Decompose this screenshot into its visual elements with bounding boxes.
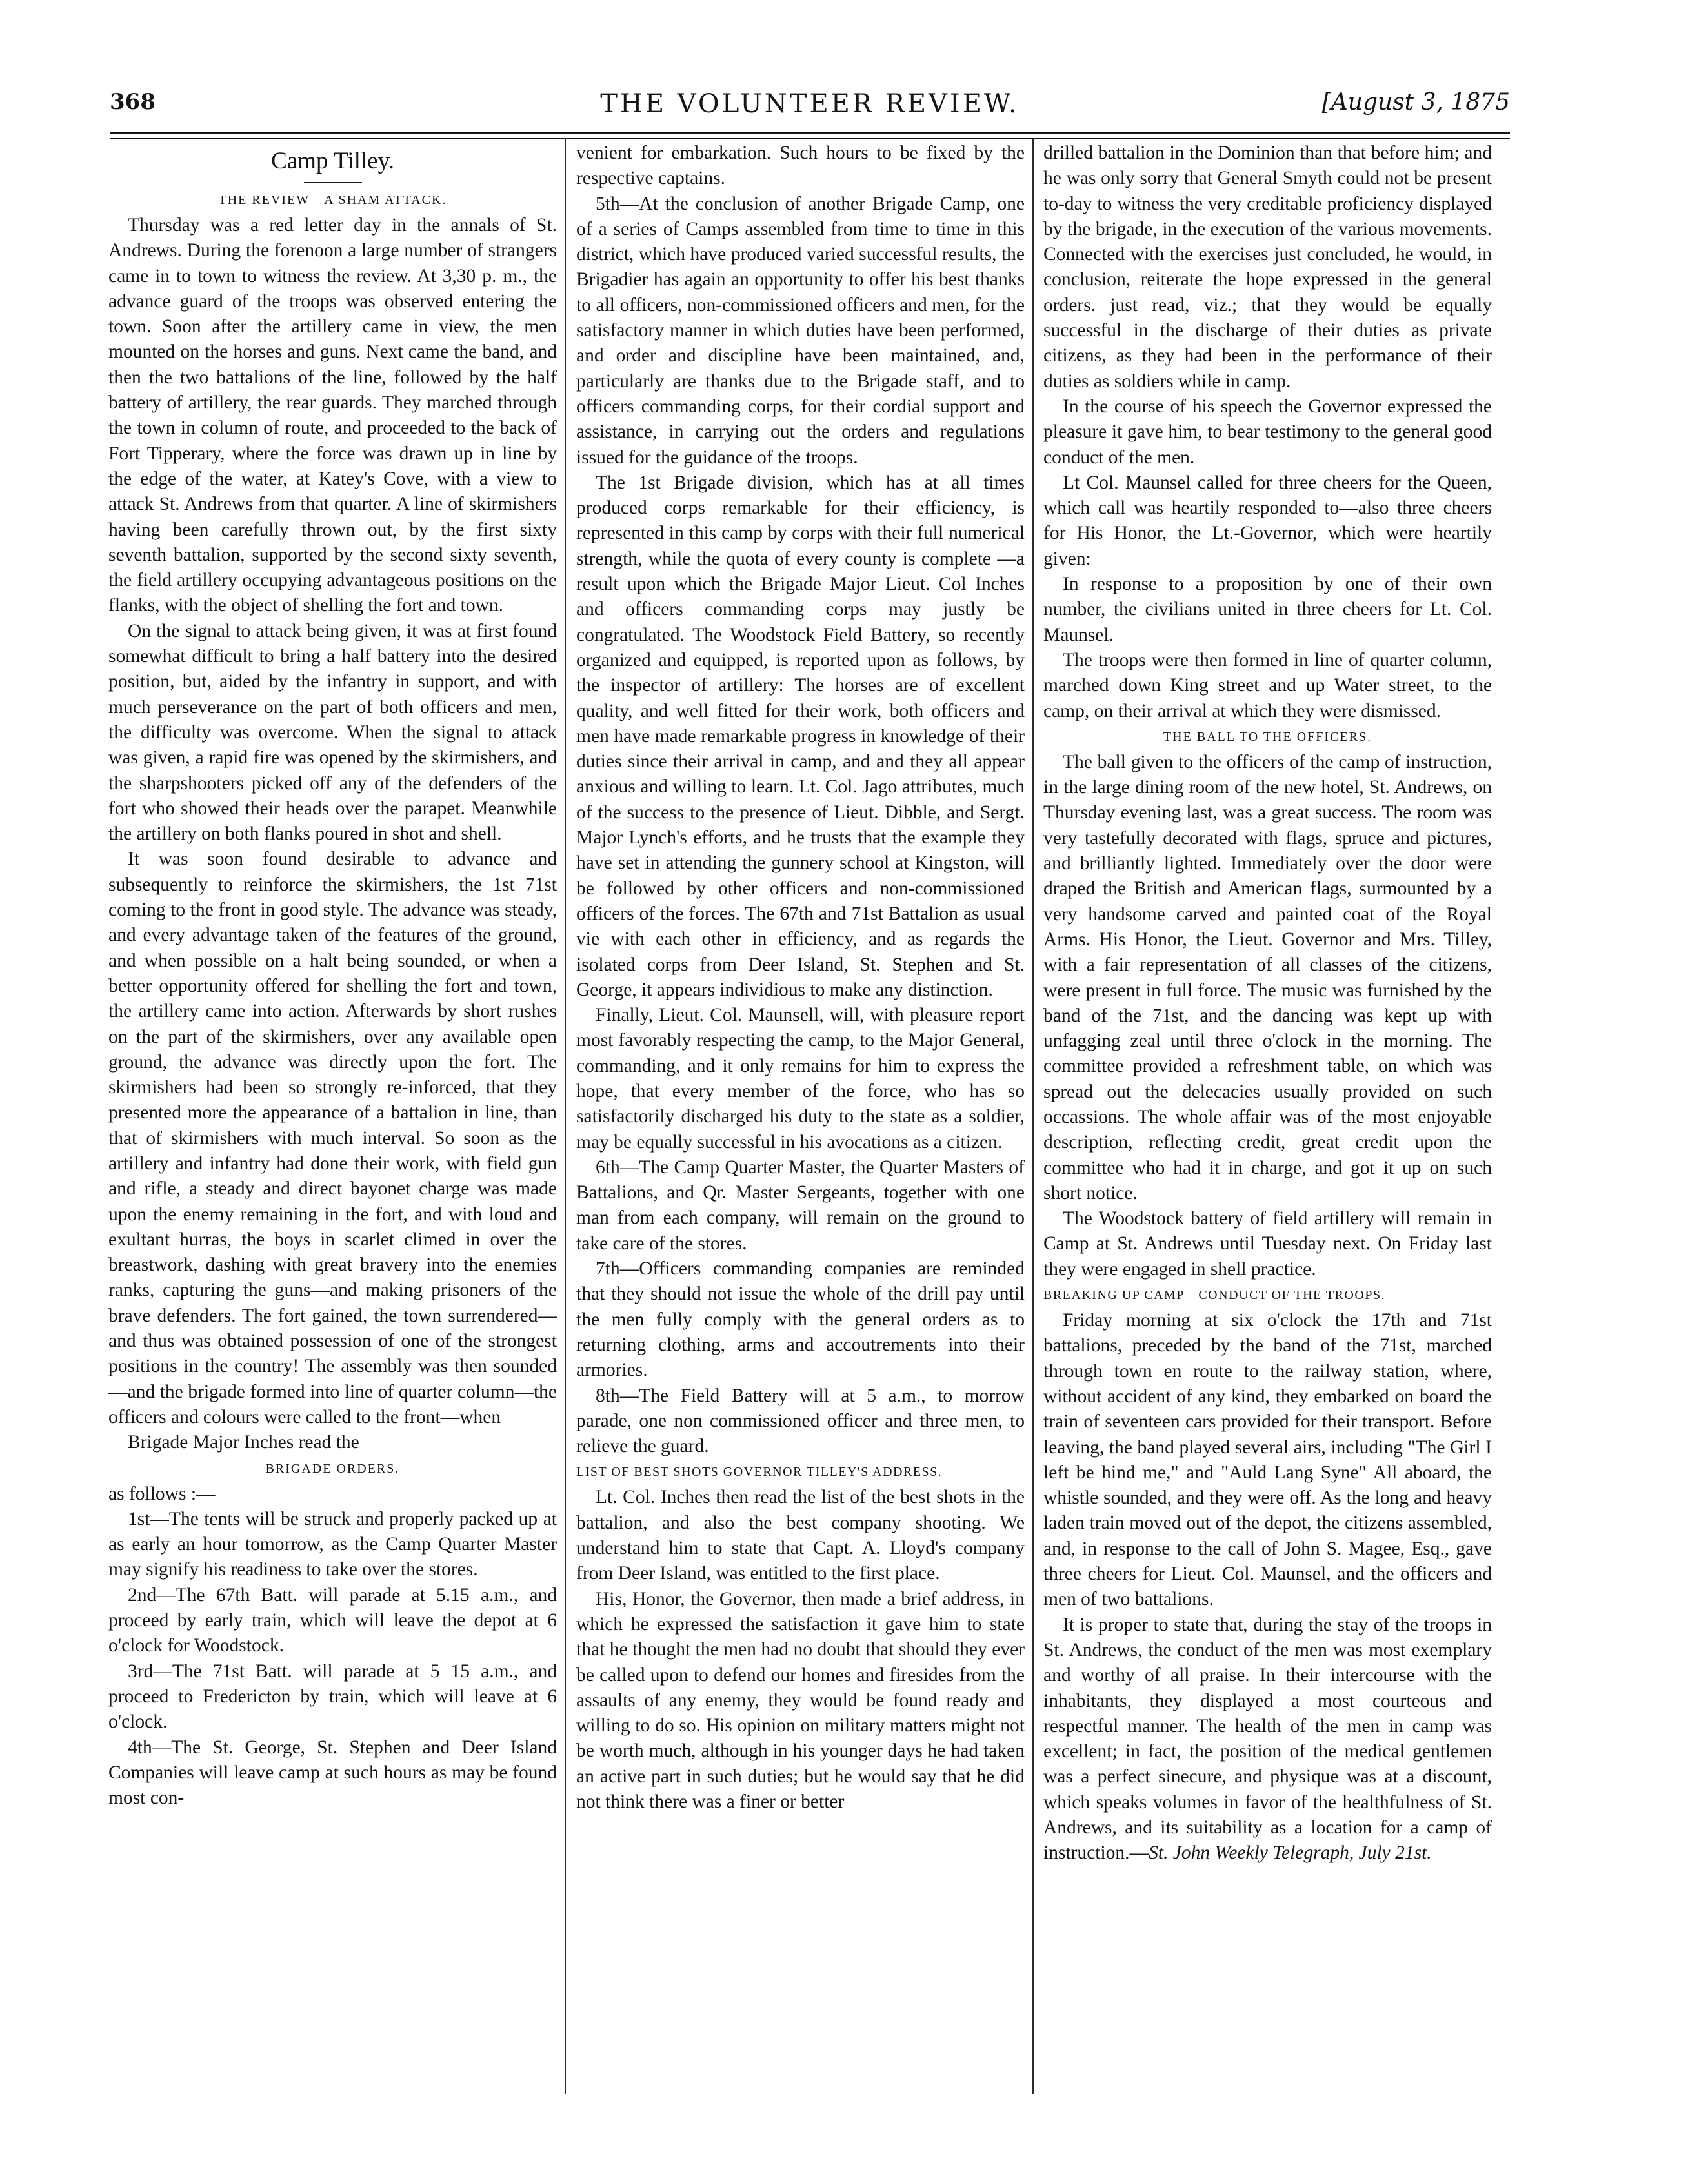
paragraph: Lt Col. Maunsel called for three cheers for the Queen, which call was heartily responded to—also three cheers for His Honor, the Lt.-Governor, which were heartily given: xyxy=(1043,472,1492,569)
paragraph: Friday morning at six o'clock the 17th and 71st battalions, preceded by the band of the 71st, marched through town en route to the railway station, where, without accident of any kind, they embarked on board the train of seventeen cars provided for their transport. Before leaving, the band played several airs, including "The Girl I left be hind me," and "Auld Lang Syne" All aboard, the whistle sounded, and they were off. As the long and heavy laden train moved out of the depot, the citizens assembled, and, in response to the call of John S. Magee, Esq., gave three cheers for Lieut. Col. Maunsel, and the officers and men of two battalions. xyxy=(1043,1310,1492,1610)
order-item: 1st—The tents will be struck and properly packed up at as early an hour tomorrow, as the Camp Quarter Master may signify his readiness to take over the stores. xyxy=(108,1508,557,1580)
subhead-best-shots: LIST OF BEST SHOTS GOVERNOR TILLEY'S ADDRESS. xyxy=(576,1465,943,1480)
paragraph: Brigade Major Inches read the xyxy=(128,1432,359,1453)
article-column-3 xyxy=(1043,141,1492,2102)
order-item: 4th—The St. George, St. Stephen and Deer Island Companies will leave camp at such hours as may be found most con- xyxy=(108,1737,557,1809)
paragraph: venient for embarkation. Such hours to be fixed by the respective captains. xyxy=(576,143,1025,189)
paragraph: On the signal to attack being given, it was at first found somewhat difficult to bring a half battery into the desired position, but, aided by the infantry in support, and with much perseverance on the part of both officers and men, the difficulty was overcome. When the signal to attack was given, a rapid fire was opened by the skirmishers, and the sharpshooters picked off any of the defenders of the fort who showed their heads over the parapet. Meanwhile the artillery on both flanks poured in shot and shell. xyxy=(108,620,557,845)
article-title: Camp Tilley. xyxy=(271,148,394,174)
paragraph: as follows :— xyxy=(108,1483,216,1504)
paragraph: The ball given to the officers of the camp of instruction, in the large dining room of the new hotel, St. Andrews, on Thursday evening last, was a great success. The room was very tastefully decorated with flags, spruce and pictures, and brilliantly lighted. Immediately over the door were draped the British and American flags, surmounted by a very handsome carved and painted coat of the Royal Arms. His Honor, the Lieut. Governor and Mrs. Tilley, with a fair representation of all classes of the citizens, were present in full force. The music was furnished by the band of the 71st, and the dancing was kept up with unfagging zeal until three o'clock in the morning. The committee provided a refreshment table, on which was spread out the delecacies usually provided on such occassions. The whole affair was of the most enjoyable description, reflecting credit, great credit upon the committee who had it in charge, and got it up on such short notice. xyxy=(1043,751,1492,1204)
paragraph: drilled battalion in the Dominion than that before him; and he was only sorry that General Smyth could not be present to-day to witness the very creditable proficiency displayed by the brigade, in the execution of the various movements. Connected with the exercises just concluded, he would, in conclusion, reiterate the hope expressed in the general orders. just read, viz.; that they would be equally successful in the discharge of their duties as private citizens, as they had been in the performance of their duties as soldiers while in camp. xyxy=(1043,143,1492,392)
paragraph: In response to a proposition by one of their own number, the civilians united in three cheers for Lt. Col. Maunsel. xyxy=(1043,574,1492,645)
header-rule xyxy=(110,132,1510,139)
page-number: 368 xyxy=(110,89,156,115)
paragraph xyxy=(1043,1613,1492,1866)
issue-date: [August 3, 1875 xyxy=(1321,89,1510,116)
masthead: THE VOLUNTEER REVIEW. xyxy=(600,89,1020,119)
paragraph: 5th—At the conclusion of another Brigade Camp, one of a series of Camps assembled from time to time in this district, which have produced varied successful results, the Brigadier has again an opportunity to offer his best thanks to all officers, non-commissioned officers and men, for the satisfactory manner in which duties have been performed, and order and discipline have been maintained, and, particularly are thanks due to the Brigade staff, and to officers commanding corps, for their cordial support and assistance, in carrying out the orders and regulations issued for the guidance of the troops. xyxy=(576,193,1025,468)
title-rule xyxy=(304,182,362,183)
article-column-1 xyxy=(108,141,557,2102)
column-divider xyxy=(565,139,566,2094)
paragraph: The troops were then formed in line of quarter column, marched down King street and up Water street, to the camp, on their arrival at which they were dismissed. xyxy=(1043,649,1492,721)
paragraph: 8th—The Field Battery will at 5 a.m., to morrow parade, one non commissioned officer and three men, to relieve the guard. xyxy=(576,1385,1025,1457)
paragraph: In the course of his speech the Governor expressed the pleasure it gave him, to bear testimony to the general good conduct of the men. xyxy=(1043,396,1492,468)
paragraph: 7th—Officers commanding companies are reminded that they should not issue the whole of the drill pay until the men fully comply with the general orders as to returning clothing, arms and accoutrements into their armories. xyxy=(576,1258,1025,1381)
page-header xyxy=(110,89,1510,128)
paragraph: Finally, Lieut. Col. Maunsell, will, with pleasure report most favorably respecting the camp, to the Major General, commanding, and it only remains for him to express the hope, that every member of the force, who has so satisfactorily discharged his duty to the state as a soldier, may be equally successful in his avocations as a citizen. xyxy=(576,1005,1025,1153)
paragraph: His, Honor, the Governor, then made a brief address, in which he expressed the satisfaction it gave him to state that he thought the men had no doubt that should they ever be called upon to defend our homes and firesides from the assaults of any enemy, they would be found ready and willing to do so. His opinion on military matters might not be worth much, although in his younger days he had taken an active part in such duties; but he would say that he did not think there was a finer or better xyxy=(576,1588,1025,1812)
paragraph: It was soon found desirable to advance and subsequently to reinforce the skirmishers, the 1st 71st coming to the front in good style. The advance was steady, and every advantage taken of the features of the ground, and when possible on a halt being sounded, or when a better opportunity offered for shelling the fort and town, the artillery came into action. Afterwards by short rushes on the part of the skirmishers, over any available open ground, the advance was directly upon the fort. The skirmishers had been so strongly re-inforced, that they presented more the appearance of a battalion in line, than that of skirmishers with much interval. So soon as the artillery and infantry had done their work, with field gun and rifle, a steady and direct bayonet charge was made upon the enemy remaining in the fort, and with loud and exultant hurras, the boys in scarlet climed in over the breastwork, dashing with great bravery into the enemies ranks, capturing the guns—and making prisoners of the brave defenders. The fort gained, the town surrendered—and thus was obtained possession of one of the strongest positions in the country! The assembly was then sounded—and the brigade formed into line of quarter column—the officers and colours were called to the front—when xyxy=(108,849,557,1427)
paragraph: Thursday was a red letter day in the annals of St. Andrews. During the forenoon a large number of strangers came in to town to witness the review. At 3,30 p. m., the advance guard of the troops was observed entering the town. Soon after the artillery came in view, the men mounted on the horses and guns. Next came the band, and then the two battalions of the line, followed by the half battery of artillery, the rear guards. They marched through the town in column of route, and proceeded to the back of Fort Tipperary, where the force was drawn up in line by the edge of the water, at Katey's Cove, with a view to attack St. Andrews from that quarter. A line of skirmishers having been carefully thrown out, by the first sixty seventh battalion, supported by the second sixty seventh, the field artillery occupying advantageous positions on the flanks, with the object of shelling the fort and town. xyxy=(108,215,557,616)
source-credit: St. John Weekly Telegraph, July 21st. xyxy=(1149,1842,1432,1864)
subhead-review: THE REVIEW—A SHAM ATTACK. xyxy=(218,193,447,207)
paragraph: The 1st Brigade division, which has at all times produced corps remarkable for their efficiency, is represented in this camp by corps with their full numerical strength, while the quota of every county is complete —a result upon which the Brigade Major Lieut. Col Inches and officers commanding corps may justly be congratulated. The Woodstock Field Battery, so recently organized and equipped, is reported upon as follows, by the inspector of artillery: The horses are of excellent quality, and well fitted for their work, both officers and men have made remarkable progress in knowledge of their duties since their arrival in camp, and and they all appear anxious and willing to learn. Lt. Col. Jago attributes, much of the success to the presence of Lieut. Dibble, and Sergt. Major Lynch's efforts, and he trusts that the example they have set in attending the gunnery school at Kingston, will be followed by other officers and non-commissioned officers of the forces. The 67th and 71st Battalion as usual vie with each other in efficiency, and as regards the isolated corps from Deer Island, St. Stephen and St. George, it appears individious to make any distinction. xyxy=(576,472,1025,1000)
paragraph: Lt. Col. Inches then read the list of the best shots in the battalion, and also the best company shooting. We understand him to state that Capt. A. Lloyd's company from Deer Island, was entitled to the first place. xyxy=(576,1487,1025,1584)
closing-text: It is proper to state that, during the stay of the troops in St. Andrews, the conduct of the men was most exemplary and worthy of all praise. In their intercourse with the inhabitants, they displayed a most courteous and respectful manner. The health of the men in camp was excellent; in fact, the position of the medical gentlemen was a perfect sinecure, and physique was at a discount, which speaks volumes in favor of the healthfulness of St. Andrews, and its suitability as a location for a camp of instruction.— xyxy=(1043,1614,1492,1864)
subhead-ball: THE BALL TO THE OFFICERS. xyxy=(1163,729,1372,744)
paragraph: The Woodstock battery of field artillery will remain in Camp at St. Andrews until Tuesday next. On Friday last they were engaged in shell practice. xyxy=(1043,1208,1492,1280)
order-item: 3rd—The 71st Batt. will parade at 5 15 a.m., and proceed to Fredericton by train, which will leave at 6 o'clock. xyxy=(108,1660,557,1733)
subhead-breaking-up-camp: BREAKING UP CAMP—CONDUCT OF THE TROOPS. xyxy=(1043,1288,1386,1303)
article-column-2 xyxy=(576,141,1025,2102)
order-item: 2nd—The 67th Batt. will parade at 5.15 a.m., and proceed by early train, which will leave the depot at 6 o'clock for Woodstock. xyxy=(108,1584,557,1657)
column-divider xyxy=(1032,139,1034,2094)
paragraph: 6th—The Camp Quarter Master, the Quarter Masters of Battalions, and Qr. Master Sergeants, together with one man from each company, will remain on the ground to take care of the stores. xyxy=(576,1156,1025,1254)
subhead-brigade-orders: BRIGADE ORDERS. xyxy=(265,1461,400,1476)
